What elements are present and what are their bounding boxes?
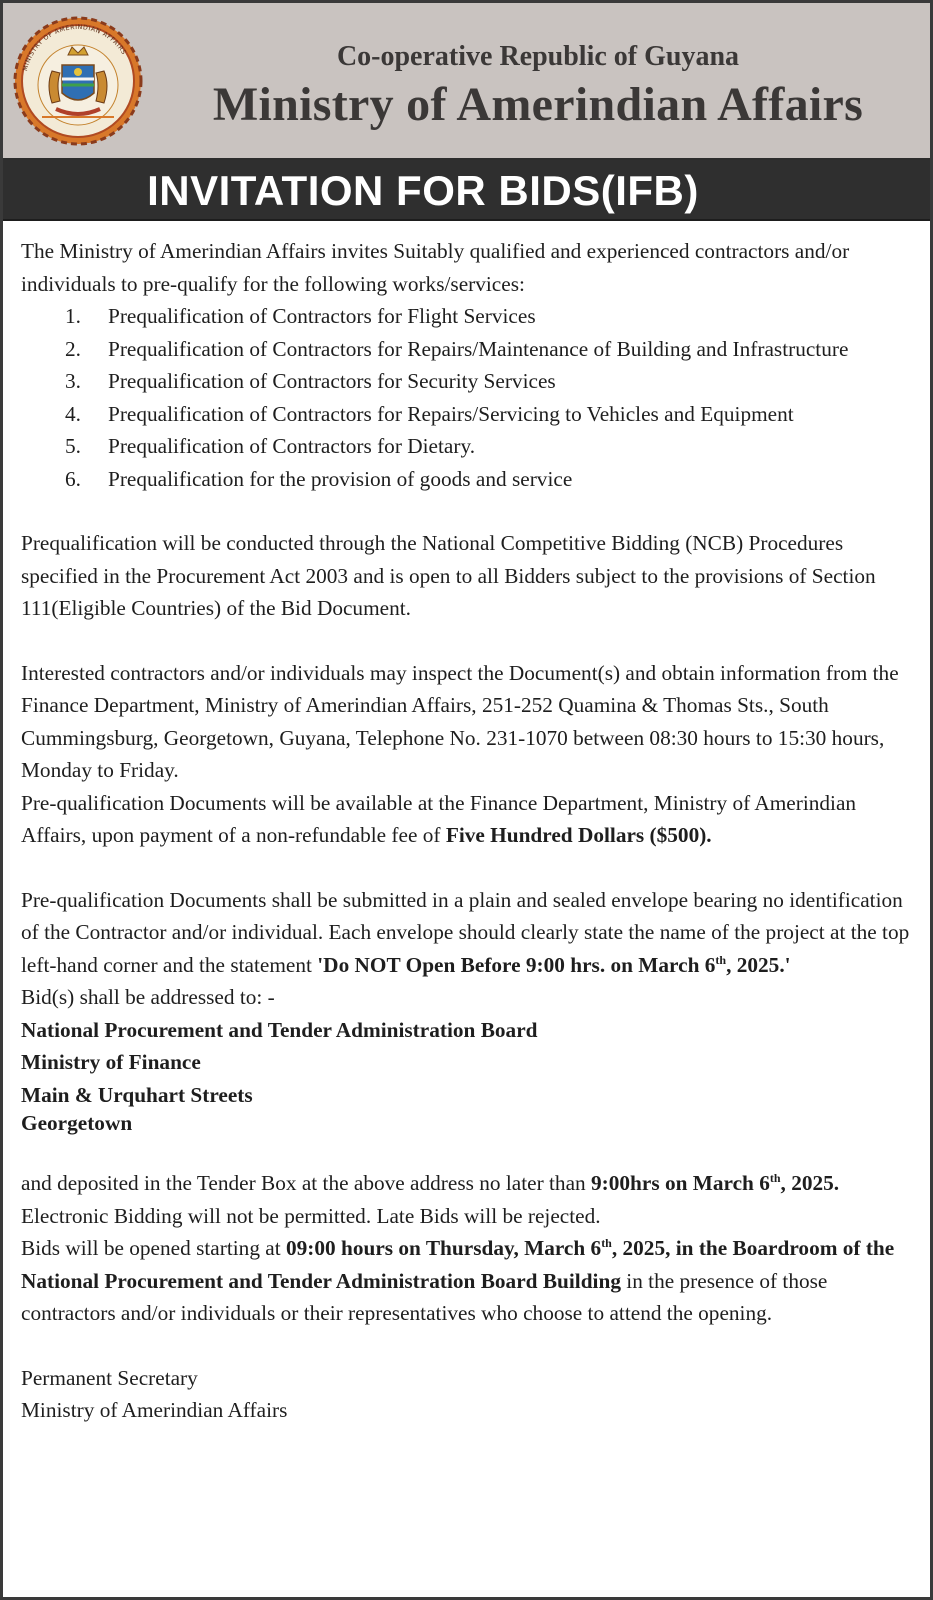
- address-line: Main & Urquhart Streets: [21, 1082, 253, 1107]
- address-line: Ministry of Finance: [21, 1050, 201, 1074]
- list-item-number: 4.: [65, 401, 81, 426]
- deposit-deadline: 9:00hrs on March 6th, 2025.: [591, 1170, 840, 1195]
- list-item: [21, 365, 916, 398]
- title-banner: [3, 160, 930, 221]
- list-item-number: 5.: [65, 434, 81, 458]
- submission-statement: 'Do NOT Open Before 9:00 hrs. on March 6th, 2025.': [317, 952, 791, 977]
- list-item-text: Prequalification of Contractors for Flight Services: [108, 304, 536, 328]
- page-title: INVITATION FOR BIDS(IFB): [147, 167, 699, 214]
- header: [3, 3, 930, 160]
- signature-office: Ministry of Amerindian Affairs: [21, 1398, 288, 1422]
- services-list: [21, 300, 916, 495]
- list-item: [21, 463, 916, 496]
- list-item-number: 6.: [65, 466, 81, 491]
- bid-address: [21, 981, 916, 1135]
- spacer: [21, 852, 916, 884]
- deposit-paragraph: and deposited in the Tender Box at the above address no later than 9:00hrs on March 6th, 2025. Electronic Bidding will not be permitted. Late Bids will be rejected.: [21, 1170, 840, 1228]
- country-name: Co-operative Republic of Guyana: [336, 41, 740, 72]
- address-lead: Bid(s) shall be addressed to: -: [21, 985, 275, 1009]
- fee-amount: Five Hundred Dollars ($500).: [445, 823, 712, 847]
- list-item-text: Prequalification for the provision of goods and service: [108, 466, 573, 491]
- list-item-number: 3.: [65, 369, 81, 393]
- fee-text: Pre-qualification Documents will be available at the Finance Department, Ministry of Amerindian Affairs, upon payment of a non-refundable fee of: [21, 790, 857, 847]
- intro-paragraph: The Ministry of Amerindian Affairs invites Suitably qualified and experienced contractors and/or individuals to pre-qualify for the following works/services:: [21, 239, 850, 296]
- list-item: [21, 300, 916, 333]
- list-item-text: Prequalification of Contractors for Repairs/Maintenance of Building and Infrastructure: [108, 336, 849, 361]
- fee-paragraph: [21, 787, 916, 852]
- list-item: [21, 430, 916, 463]
- opening-details: 09:00 hours on Thursday, March 6th, 2025, in the Boardroom of the National Procurement and Tender Administration Board Building: [21, 1235, 895, 1293]
- notice-body: [21, 235, 916, 1427]
- ncb-paragraph: Prequalification will be conducted through the National Competitive Bidding (NCB) Procedures specified in the Procurement Act 2003 and is open to all Bidders subject to the provisions of Section 111(Eligible Countries) of the Bid Document.: [21, 531, 876, 620]
- spacer: [21, 495, 916, 527]
- list-item: [21, 398, 916, 431]
- list-item-text: Prequalification of Contractors for Dietary.: [108, 434, 476, 458]
- address-line: National Procurement and Tender Administration Board: [21, 1017, 538, 1042]
- list-item: [21, 333, 916, 366]
- opening-paragraph: Bids will be opened starting at 09:00 hours on Thursday, March 6th, 2025, in the Boardroom of the National Procurement and Tender Administration Board Building in the presence of those contractors and/or individuals or their representatives who choose to attend the opening.: [21, 1235, 895, 1325]
- inspect-paragraph: Interested contractors and/or individuals may inspect the Document(s) and obtain information from the Finance Department, Ministry of Amerindian Affairs, 251-252 Quamina & Thomas Sts., South Cummingsburg, Georgetown, Guyana, Telephone No. 231-1070 between 08:30 hours to 15:30 hours, Monday to Friday.: [21, 660, 899, 782]
- list-item-number: 1.: [65, 304, 81, 328]
- address-line: Georgetown: [21, 1111, 133, 1135]
- list-item-text: Prequalification of Contractors for Security Services: [108, 369, 556, 393]
- ministry-seal-icon: [12, 15, 144, 147]
- spacer: [21, 625, 916, 657]
- submission-text: Pre-qualification Documents shall be submitted in a plain and sealed envelope bearing no identification of the Contractor and/or individual. Each envelope should clearly state the name of the project at the top left-hand corner and the statement: [21, 887, 910, 977]
- signature-title: Permanent Secretary: [21, 1365, 198, 1390]
- list-item-number: 2.: [65, 336, 81, 361]
- list-item-text: Prequalification of Contractors for Repairs/Servicing to Vehicles and Equipment: [108, 401, 794, 426]
- seal-text: MINISTRY OF AMERINDIAN AFFAIRS: [21, 23, 128, 72]
- spacer: [21, 1330, 916, 1362]
- spacer: [21, 1135, 916, 1167]
- ministry-name: Ministry of Amerindian Affairs: [212, 78, 864, 131]
- submission-paragraph: [21, 884, 916, 982]
